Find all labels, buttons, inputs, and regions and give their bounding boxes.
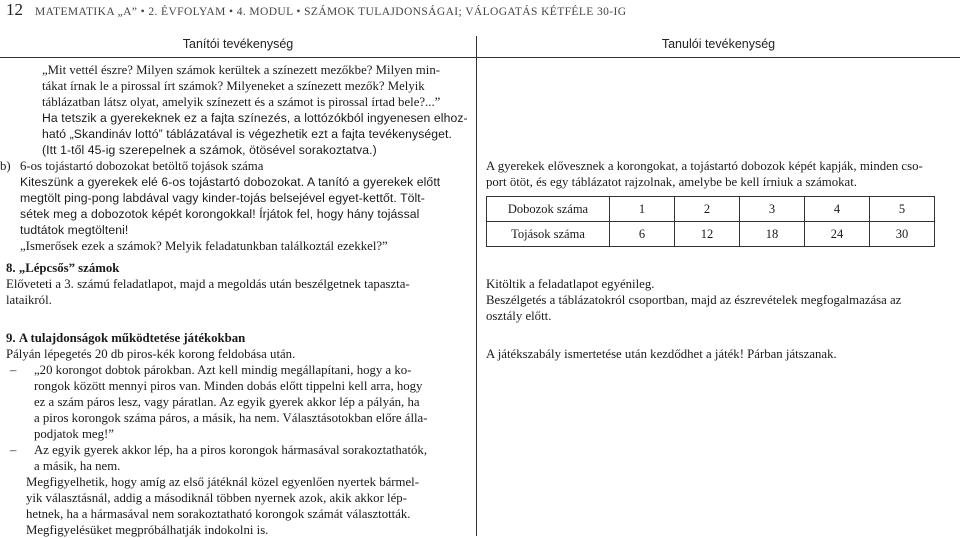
table-cell: 30: [870, 222, 935, 247]
table-cell: 3: [740, 197, 805, 222]
section-9-number: 9.: [6, 331, 16, 345]
text-line: Előveteti a 3. számú feladatlapot, majd a megoldás után beszélgetnek tapaszta-: [6, 277, 410, 291]
text-line: rongok között mennyi piros van. Minden dobás előtt tippelni kell arra, hogy: [34, 379, 423, 393]
running-header: [6, 0, 626, 20]
text-line: sétek meg a dobozotok képét korongokkal! Írjátok fel, hogy hány tojással: [20, 207, 420, 221]
table-row: [487, 222, 935, 247]
list-item: [10, 442, 472, 474]
student-b: [486, 158, 956, 247]
text-line: ez a szám páros lesz, vagy páratlan. Az egyik gyerek akkor lép a pályán, ha: [34, 395, 420, 409]
section-b-title-text: 6-os tojástartó dobozokat betöltő tojások száma: [20, 159, 264, 173]
text-line: táblázatban látsz olyat, amelyik színezett és a számot is pirossal írtad bele?...”: [42, 95, 441, 109]
section-8-title: „Lépcsős” számok: [18, 261, 120, 275]
section-9: [6, 330, 472, 538]
text-line: a piros korongok száma páros, a másik, ha nem. Választásotokban előre álla-: [34, 411, 428, 425]
text-line: osztály előtt.: [486, 309, 552, 323]
table-cell: 6: [610, 222, 675, 247]
text-line: „Mit vettél észre? Milyen számok kerültek a színezett mezőkbe? Milyen min-: [42, 63, 440, 77]
text-line: megtölt ping-pong labdával vagy kinder-tojás belsejével egyet-kettőt. Tölt-: [20, 191, 425, 205]
section-8: [6, 260, 472, 308]
text-line: tudtátok megtölteni!: [20, 223, 129, 237]
text-line: A játékszabály ismertetése után kezdődhet a játék! Párban játszanak.: [486, 347, 837, 361]
table-cell: 1: [610, 197, 675, 222]
section-a: [20, 62, 472, 158]
section-9-heading: [6, 330, 472, 346]
dash-marker: –: [10, 363, 17, 377]
text-line: „20 korongot dobtok párokban. Azt kell mindig megállapítani, hogy a ko-: [34, 363, 412, 377]
text-line: Az egyik gyerek akkor lép, ha a piros korongok hármasával sorakoztathatók,: [34, 443, 428, 457]
header-divider: [0, 57, 960, 58]
table-cell: Dobozok száma: [487, 197, 610, 222]
text-line: hetnek, ha a hármasával nem sorakoztatható korongok számát választották.: [26, 507, 411, 521]
column-heading-student: Tanulói tevékenység: [661, 37, 776, 51]
text-line: Megfigyelésüket megpróbálhatják indokolni is.: [26, 523, 269, 537]
column-heading-teacher: Tanítói tevékenység: [182, 37, 294, 51]
section-b: [0, 158, 472, 254]
text-line: ható „Skandináv lottó” táblázatával is végezhetik ezt a fajta tevékenységet.: [42, 127, 453, 141]
text-line: Pályán lépegetés 20 db piros-kék korong feldobása után.: [6, 347, 296, 361]
dash-marker: –: [10, 443, 17, 457]
text-line: podjatok meg!”: [34, 427, 114, 441]
section-8-number: 8.: [6, 261, 16, 275]
text-line: Kiteszünk a gyerekek elé 6-os tojástartó dobozokat. A tanító a gyerekek előtt: [20, 175, 441, 189]
page-number: 12: [6, 0, 23, 19]
table-cell: 2: [675, 197, 740, 222]
section-9-title: A tulajdonságok működtetése játékokban: [18, 331, 246, 345]
section-b-marker: b): [0, 159, 11, 173]
text-line: Beszélgetés a táblázatokról csoportban, majd az észrevételek megfogalmazása az: [486, 293, 902, 307]
egg-table: [486, 196, 935, 247]
text-line: tákat írnak le a pirossal írt számok? Milyeneket a színezett mezők? Melyik: [42, 79, 425, 93]
text-line: Megfigyelhetik, hogy amíg az első játéknál közel egyenlően nyertek bármel-: [26, 475, 420, 489]
table-cell: 24: [805, 222, 870, 247]
table-cell: 18: [740, 222, 805, 247]
text-line: A gyerekek elővesznek a korongokat, a tojástartó dobozok képét kapják, minden cso-: [486, 159, 923, 173]
text-line: Kitöltik a feladatlapot egyénileg.: [486, 277, 655, 291]
running-title: MATEMATIKA „A” • 2. ÉVFOLYAM • 4. MODUL • SZÁMOK TULAJDONSÁGAI; VÁLOGATÁS KÉTFÉLE 30-IG: [35, 6, 627, 18]
text-line: yik választásnál, addig a másodiknál többen nyernek azok, akik akkor lép-: [26, 491, 407, 505]
section-b-title: [0, 158, 472, 174]
table-cell: Tojások száma: [487, 222, 610, 247]
student-9: [486, 346, 956, 362]
table-cell: 5: [870, 197, 935, 222]
text-line: lataikról.: [6, 293, 52, 307]
text-line: „Ismerősek ezek a számok? Melyik feladatunkban találkoztál ezekkel?”: [20, 239, 388, 253]
column-divider: [476, 36, 477, 536]
table-row: [487, 197, 935, 222]
closing-paragraph: [6, 474, 472, 538]
section-8-heading: [6, 260, 472, 276]
table-cell: 12: [675, 222, 740, 247]
table-cell: 4: [805, 197, 870, 222]
list-item: [10, 362, 472, 442]
text-line: (Itt 1-től 45-ig szerepelnek a számok, ötösével sorakoztatva.): [42, 143, 377, 157]
text-line: a másik, ha nem.: [34, 459, 121, 473]
student-8: [486, 276, 956, 324]
text-line: Ha tetszik a gyerekeknek ez a fajta színezés, a lottózókból ingyenesen elhoz-: [42, 111, 468, 125]
text-line: port ötöt, és egy táblázatot rajzolnak, amelybe be kell írniuk a számokat.: [486, 175, 857, 189]
